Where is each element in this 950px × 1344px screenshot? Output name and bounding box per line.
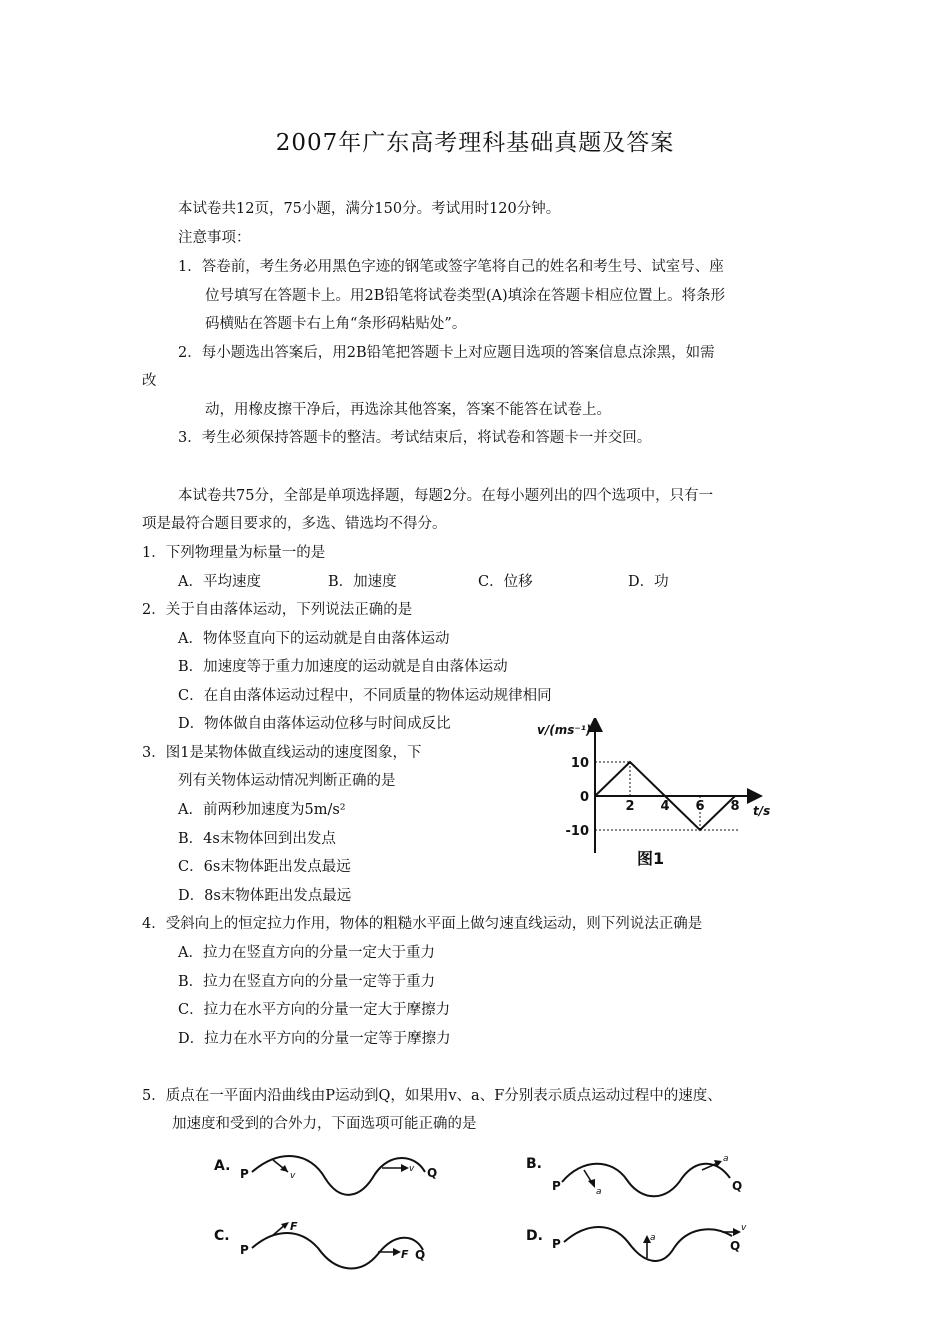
curve-diagram-c xyxy=(210,1218,450,1284)
diagram-d-arrow-label-1: a xyxy=(650,1233,656,1243)
q3-option-c: C．6s末物体距出发点最远 xyxy=(178,859,351,875)
diagram-c-arrow-label-1: F xyxy=(290,1220,298,1233)
diagram-b-start: P xyxy=(552,1179,561,1193)
notice-item-1: 1．答卷前，考生务必用黑色字迹的钢笔或签字笔将自己的姓名和考生号、试室号、座 xyxy=(178,259,724,275)
q1-option-a: A．平均速度 xyxy=(178,574,261,590)
page-title: 2007年广东高考理科基础真题及答案 xyxy=(275,130,675,156)
notice-label: 注意事项： xyxy=(178,230,251,246)
q2-option-c: C．在自由落体运动过程中，不同质量的物体运动规律相同 xyxy=(178,688,552,704)
question-4-stem: 4．受斜向上的恒定拉力作用，物体的粗糙水平面上做匀速直线运动，则下列说法正确是 xyxy=(142,916,703,932)
q4-option-d: D．拉力在水平方向的分量一定等于摩擦力 xyxy=(178,1031,451,1047)
y-tick-label: 0 xyxy=(579,790,589,805)
curve-diagram-b xyxy=(522,1148,762,1208)
question-5-stem: 5．质点在一平面内沿曲线由P运动到Q，如果用v、a、F分别表示质点运动过程中的速度、 xyxy=(142,1088,722,1104)
notice-item-1-cont: 位号填写在答题卡上。用2B铅笔将试卷类型(A)填涂在答题卡相应位置上。将条形 xyxy=(205,288,726,304)
q3-option-a: A．前两秒加速度为5m/s² xyxy=(178,802,346,818)
question-3-stem: 3．图1是某物体做直线运动的速度图象，下 xyxy=(142,745,422,761)
q4-option-c: C．拉力在水平方向的分量一定大于摩擦力 xyxy=(178,1002,451,1018)
section-instructions: 本试卷共75分，全部是单项选择题，每题2分。在每小题列出的四个选项中，只有一 xyxy=(178,488,714,504)
intro-text: 本试卷共12页，75小题，满分150分。考试用时120分钟。 xyxy=(178,201,561,217)
figure-caption: 图1 xyxy=(637,849,665,868)
q2-option-d: D．物体做自由落体运动位移与时间成反比 xyxy=(178,716,451,732)
y-axis-label: v/(ms⁻¹) xyxy=(537,723,592,737)
diagram-d-arrow-label-2: v xyxy=(741,1223,747,1233)
question-1-options xyxy=(178,572,698,592)
diagram-c-label: C. xyxy=(214,1228,230,1244)
q2-option-b: B．加速度等于重力加速度的运动就是自由落体运动 xyxy=(178,659,508,675)
notice-item-2-cont2: 动，用橡皮擦干净后，再选涂其他答案，答案不能答在试卷上。 xyxy=(205,402,611,418)
question-5-stem-cont: 加速度和受到的合外力，下面选项可能正确的是 xyxy=(172,1116,477,1132)
diagram-a-arrow-label-1: v xyxy=(290,1171,296,1181)
notice-item-1-cont2: 码横贴在答题卡右上角“条形码粘贴处”。 xyxy=(205,316,467,332)
diagram-b-label: B. xyxy=(526,1156,542,1172)
y-tick-label: -10 xyxy=(565,824,589,839)
x-axis-label: t/s xyxy=(753,804,771,818)
q4-option-b: B．拉力在竖直方向的分量一定等于重力 xyxy=(178,974,436,990)
question-1-stem: 1．下列物理量为标量一的是 xyxy=(142,545,326,561)
diagram-d-label: D. xyxy=(526,1228,543,1244)
notice-item-2: 2．每小题选出答案后，用2B铅笔把答题卡上对应题目选项的答案信息点涂黑，如需 xyxy=(178,345,715,361)
x-tick-label: 2 xyxy=(625,799,635,814)
diagram-b-end: Q xyxy=(732,1179,743,1193)
diagram-c-end: Q xyxy=(415,1248,426,1262)
diagram-b-arrow-label-1: a xyxy=(596,1187,602,1197)
diagram-a-end: Q xyxy=(427,1166,438,1180)
q1-option-b: B．加速度 xyxy=(328,574,397,590)
diagram-a-start: P xyxy=(240,1167,249,1181)
diagram-c-start: P xyxy=(240,1243,249,1257)
diagram-a-arrow-label-2: v xyxy=(409,1164,415,1174)
q3-option-d: D．8s末物体距出发点最远 xyxy=(178,888,352,904)
notice-item-3: 3．考生必须保持答题卡的整洁。考试结束后，将试卷和答题卡一并交回。 xyxy=(178,430,652,446)
notice-item-2-cont: 改 xyxy=(142,373,157,389)
diagram-d-start: P xyxy=(552,1237,561,1251)
q2-option-a: A．物体竖直向下的运动就是自由落体运动 xyxy=(178,631,450,647)
x-tick-label: 6 xyxy=(695,799,705,814)
x-tick-label: 4 xyxy=(660,799,670,814)
q1-option-c: C．位移 xyxy=(478,574,533,590)
diagram-b-arrow-label-2: a xyxy=(723,1154,729,1164)
diagram-c-arrow-label-2: F xyxy=(401,1248,409,1261)
q1-option-d: D．功 xyxy=(628,574,669,590)
q3-option-b: B．4s末物体回到出发点 xyxy=(178,831,336,847)
diagram-d-end: Q xyxy=(730,1239,741,1253)
x-tick-label: 8 xyxy=(730,799,740,814)
y-tick-label: 10 xyxy=(570,756,589,771)
velocity-time-chart xyxy=(525,718,785,878)
diagram-a-label: A. xyxy=(214,1158,231,1174)
section-instructions-cont: 项是最符合题目要求的，多选、错选均不得分。 xyxy=(142,516,447,532)
diagram-d-curve xyxy=(564,1227,732,1261)
question-2-stem: 2．关于自由落体运动，下列说法正确的是 xyxy=(142,602,413,618)
curve-diagram-a xyxy=(210,1148,450,1208)
q4-option-a: A．拉力在竖直方向的分量一定大于重力 xyxy=(178,945,435,961)
diagram-a-curve xyxy=(252,1156,425,1195)
question-3-stem-cont: 列有关物体运动情况判断正确的是 xyxy=(178,773,396,789)
curve-diagram-d xyxy=(522,1218,762,1284)
